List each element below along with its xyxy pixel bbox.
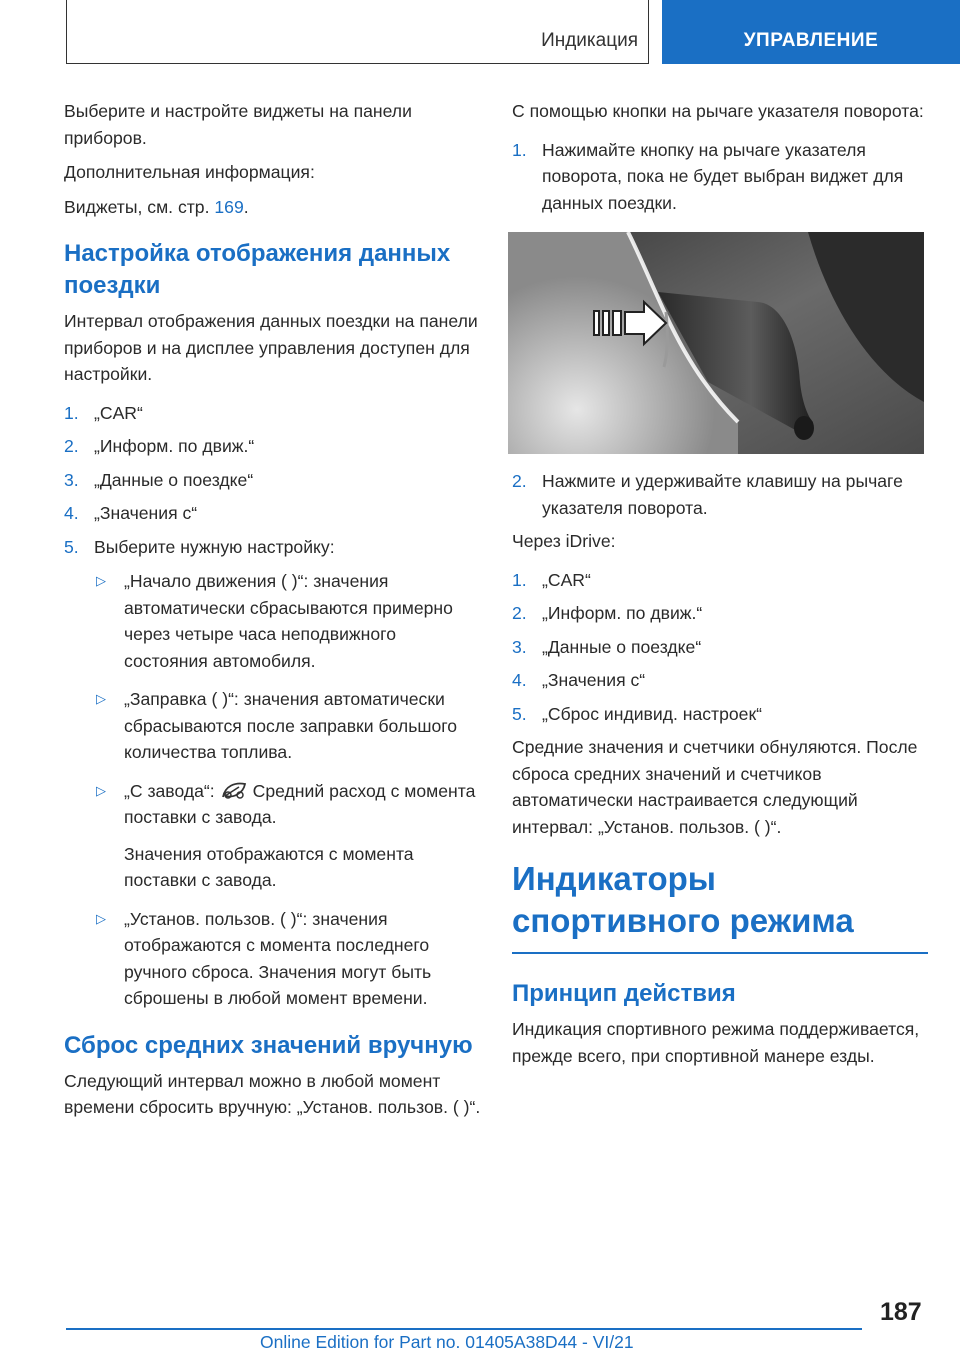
list-item: 1. „CAR“ [64,402,143,423]
turn-signal-steps [512,137,930,217]
eco-leaf-icon [219,780,249,800]
option-user-defined: ▷ „Установ. пользов. ( )“: значения отображаются с момента последнего ручного сброса. Значения могут быть сброшены в любой момент времени. [94,906,482,1012]
lever-illustration [508,232,924,454]
list-item: 2. „Информ. по движ.“ [512,603,703,623]
turn-signal-intro: С помощью кнопки на рычаге указателя поворота: [512,101,924,121]
header-chapter-tab [662,0,960,64]
header-chapter-title: УПРАВЛЕНИЕ [743,30,879,51]
header-section-title: Индикация [541,30,638,51]
footer-divider [66,1328,862,1330]
idrive-label: Через iDrive: [512,531,616,551]
list-item: 3. „Данные о поездке“ [64,469,254,490]
list-item: 1. „CAR“ [512,569,591,590]
heading-sport-indicators: Индикаторы спортивного режима [512,860,854,939]
heading-trip-data-settings: Настройка отображения данных поездки [64,240,451,299]
option-start-of-trip: ▷ „Начало движения ( )“: значения автоматически сбрасываются примерно через четыре часа неподвижного состояния автомобиля. [94,568,482,674]
trip-data-description: Интервал отображения данных поездки на панели приборов и на дисплее управления доступен для настройки. [64,311,478,384]
setting-options-list [94,568,482,1012]
list-item: 1. Нажимайте кнопку на рычаге указателя поворота, пока не будет выбран виджет для данных поездки. [512,139,904,213]
left-column [64,98,482,1129]
list-item: 3. „Данные о поездке“ [512,636,702,657]
trip-settings-steps [64,400,482,1012]
intro-p3-suffix: . [243,196,249,217]
triangle-right-icon: ▷ [96,573,106,588]
heading-operating-principle: Принцип действия [512,980,736,1007]
heading-manual-reset: Сброс средних значений вручную [64,1031,473,1059]
heading-divider [512,952,928,954]
list-item: 2. „Информ. по движ.“ [64,436,255,456]
list-item: 4. „Значения с“ [512,670,646,690]
list-item: 2. Нажмите и удерживайте клавишу на рычаге указателя поворота. [512,471,903,518]
manual-reset-description: Следующий интервал можно в любой момент времени сбросить вручную: „Установ. пользов. ( )“. [64,1070,481,1117]
page-number: 187 [880,1298,922,1326]
option-factory-extra: Значения отображаются с момента поставки с завода. [124,843,414,890]
page-link-169[interactable]: 169 [214,196,244,217]
intro-paragraph-2: Дополнительная информация: [64,162,315,182]
list-item: 4. „Значения с“ [64,503,198,523]
footer-edition-text: Online Edition for Part no. 01405A38D44 - VI/21 [260,1332,634,1352]
header-section-box [66,0,649,64]
reset-result-text: Средние значения и счетчики обнуляются. После сброса средних значений и счетчиков автоматически настраивается следующий интервал: „Установ. пользов. ( )“. [512,737,918,837]
option-factory: ▷ „С завода“: Средний расход с момента поставки с завода. Значения отображаются с момента поставки с завода. [94,778,482,894]
option-refuel: ▷ „Заправка ( )“: значения автоматически сбрасываются после заправки большого количества топлива. [94,686,482,766]
turn-signal-steps-cont [512,468,930,521]
intro-paragraph-3 [64,194,482,221]
turn-signal-lever-photo [508,232,924,454]
list-item: 5. „Сброс индивид. настроек“ [512,703,763,724]
triangle-right-icon: ▷ [96,910,106,926]
operating-principle-text: Индикация спортивного режима поддерживается, прежде всего, при спортивной манере езды. [512,1019,920,1066]
intro-p3-prefix: Виджеты, см. стр. [64,196,215,217]
idrive-steps [512,567,930,728]
list-item: 5. Выберите нужную настройку: ▷ „Начало движения ( )“: значения автоматически сбрасываются примерно через четыре часа неподвижного состояния автомобиля. ▷ „Заправка ( )“: значения автоматически сбрасываются после заправки большого количества топлива. ▷ „С завода“: Средний расход с момента поставки с завода. Значения отображаются с момента поставки с завода. ▷ „Установ. пользов. ( )“: значения отображаются с момента последнего ручного сброса. Значения могут быть сброшены в любой момент времени. [64,534,482,1012]
intro-paragraph-1: Выберите и настройте виджеты на панели приборов. [64,101,412,148]
triangle-right-icon: ▷ [96,782,106,798]
right-column [512,98,930,1077]
triangle-right-icon: ▷ [96,691,106,706]
